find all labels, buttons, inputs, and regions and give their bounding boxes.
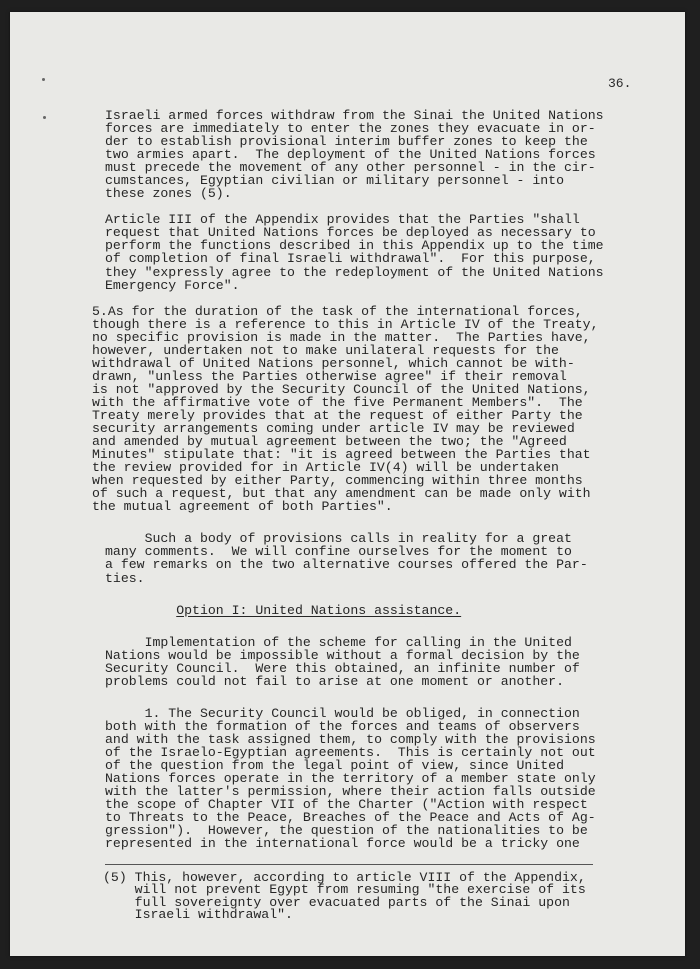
- paragraph-implementation: Implementation of the scheme for calling in the United Nations would be impossible without a formal decision by the Security Council. Were this obtained, an infinite number of problems could not fail to arise at one moment or another.: [105, 634, 580, 689]
- page-number: 36.: [608, 76, 632, 91]
- paragraph-article-iii: Article III of the Appendix provides that the Parties "shall request that United Nations forces be deployed as necessary to perform the functions described in this Appendix up to the time of completion of final Israeli withdrawal". For this purpose, they "expressly agree to the redeployment of the United Nations Emergency Force".: [105, 212, 604, 293]
- paragraph-withdrawal-zones: Israeli armed forces withdraw from the Sinai the United Nations forces are immediately to enter the zones they evacuate in or- der to establish provisional interim buffer zones to keep the two armies apart. The deployment of the United Nations forces must precede the movement of any other personnel - in the cir- cumstances, Egyptian civilian or military personnel - into these zones (5).: [105, 108, 604, 202]
- option-heading-text: Option I: United Nations assistance.: [176, 602, 462, 618]
- scan-mark-dot: [42, 78, 45, 81]
- paragraph-security-council: 1. The Security Council would be obliged, in connection both with the formation of the forces and teams of observers and with the task assigned them, to comply with the provisions of the Israelo-Egyptian agreements. This is certainly not out of the question from the legal point of view, since United Nations forces operate in the territory of a member state only with the latter's permission, where their action falls outside the scope of Chapter VII of the Charter ("Action with respect to Threats to the Peace, Breaches of the Peace and Acts of Ag- gression"). However, the question of the nationalities to be represented in the international force would be a tricky one: [105, 705, 596, 852]
- document-page: [10, 12, 685, 956]
- paragraph-duration: 5.As for the duration of the task of the international forces, though there is a reference to this in Article IV of the Treaty, no specific provision is made in the matter. The Parties have, however, undertaken not to make unilateral requests for the withdrawal of United Nations personnel, which cannot be with- drawn, "unless the Parties otherwise agree" if their removal is not "approved by the Security Council of the United Nations, with the affirmative vote of the five Permanent Members". The Treaty merely provides that at the request of either Party the security arrangements coming under article IV may be reviewed and amended by mutual agreement between the two; the "Agreed Minutes" stipulate that: "it is agreed between the Parties that the review provided for in Article IV(4) will be undertaken when requested by either Party, commencing within three months of such a request, but that any amendment can be made only with the mutual agreement of both Parties".: [92, 303, 599, 515]
- option-heading: [105, 604, 645, 617]
- scan-mark-dot: [43, 116, 46, 119]
- footnote: (5) This, however, according to article VIII of the Appendix, will not prevent Egypt from resuming "the exercise of its full sovereignty over evacuated parts of the Sinai upon Israeli withdrawal".: [103, 870, 586, 923]
- footnote-rule: [105, 864, 593, 865]
- paragraph-comments: Such a body of provisions calls in reality for a great many comments. We will confine ourselves for the moment to a few remarks on the two alternative courses offered the Par- ties.: [105, 531, 588, 586]
- body-text: [92, 108, 645, 852]
